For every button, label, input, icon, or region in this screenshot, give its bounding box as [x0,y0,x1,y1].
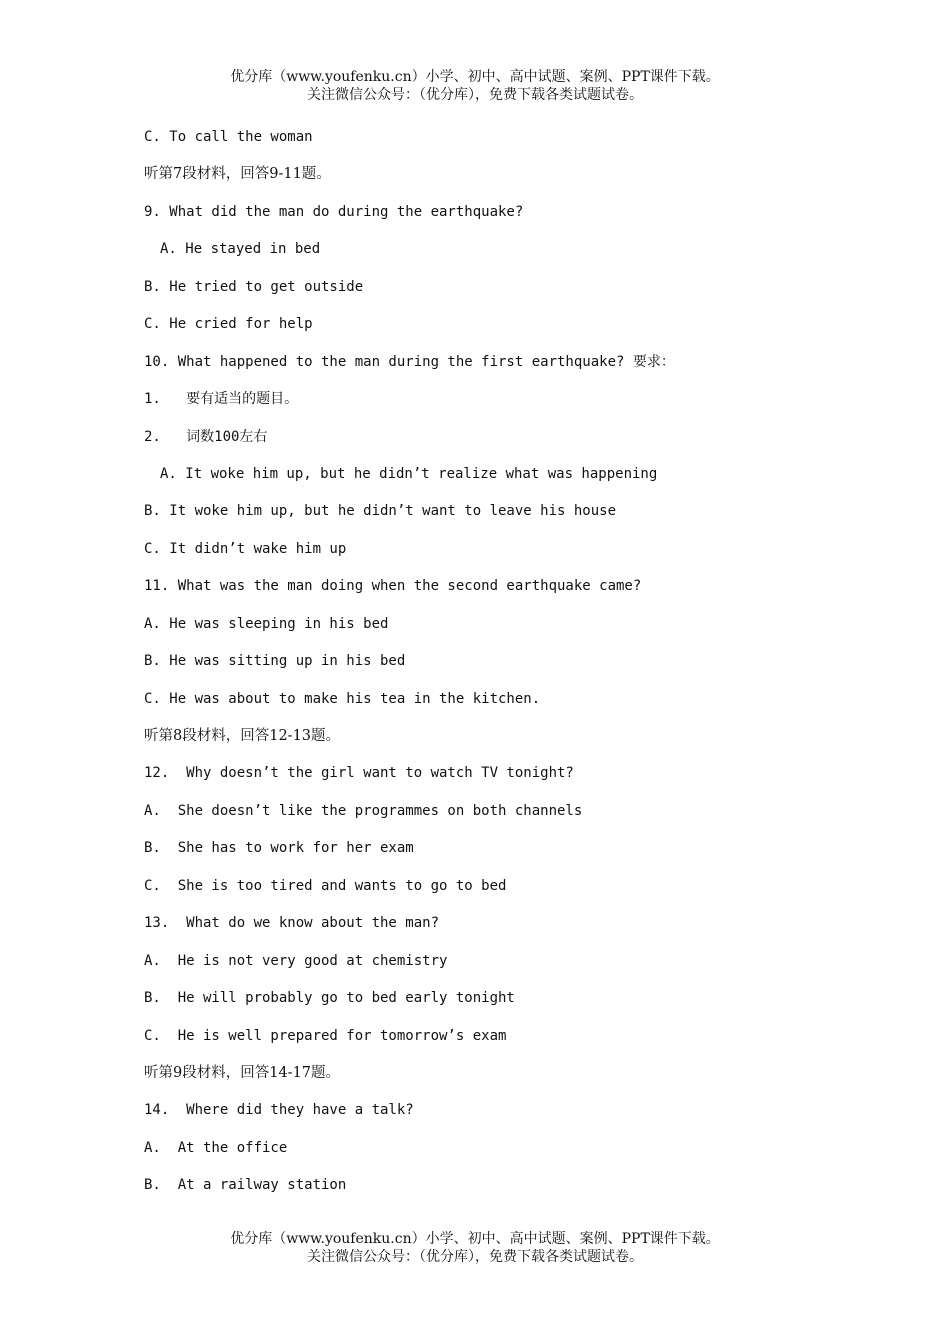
q12-option-a: A. She doesn’t like the programmes on both channels [144,802,583,819]
q10-option-b: B. It woke him up, but he didn’t want to leave his house [144,503,617,520]
q12-option-c: C. She is too tired and wants to go to bed [144,877,507,894]
section-7-heading: 听第7段材料，回答9-11题。 [144,166,331,183]
option-c-call-woman: C. To call the woman [144,129,313,145]
q9-option-c: C. He cried for help [144,316,313,333]
requirement-1: 1. 要有适当的题目。 [144,391,299,408]
q13-option-a: A. He is not very good at chemistry [144,952,448,969]
q10-option-a: A. It woke him up, but he didn’t realize what was happening [160,465,658,482]
section-8-heading: 听第8段材料，回答12-13题。 [144,728,341,744]
q9-option-b: B. He tried to get outside [144,278,364,295]
question-13: 13. What do we know about the man? [144,915,440,932]
q13-option-b: B. He will probably go to bed early tonight [144,990,515,1007]
document-body [144,126,824,1212]
footer-line-2: 关注微信公众号：（优分库），免费下载各类试题试卷。 [307,1249,643,1265]
page-header [0,68,950,104]
question-10: 10. What happened to the man during the first earthquake? 要求： [144,353,675,370]
header-line-2: 关注微信公众号：（优分库），免费下载各类试题试卷。 [307,87,643,103]
q11-option-a: A. He was sleeping in his bed [144,615,389,632]
requirement-2: 2. 词数100左右 [144,428,268,445]
q13-option-c: C. He is well prepared for tomorrow’s exam [144,1027,507,1044]
q11-option-b: B. He was sitting up in his bed [144,653,406,670]
q11-option-c: C. He was about to make his tea in the kitchen. [144,690,541,707]
page-footer [0,1230,950,1266]
section-9-heading: 听第9段材料，回答14-17题。 [144,1064,341,1081]
q14-option-b: B. At a railway station [144,1177,347,1194]
question-9: 9. What did the man do during the earthquake? [144,203,524,220]
question-14: 14. Where did they have a talk? [144,1102,414,1119]
footer-line-1: 优分库（www.youfenku.cn）小学、初中、高中试题、案例、PPT课件下载。 [230,1231,720,1247]
question-12: 12. Why doesn’t the girl want to watch TV tonight? [144,765,574,782]
q10-option-c: C. It didn’t wake him up [144,540,347,557]
q9-option-a: A. He stayed in bed [160,241,321,258]
question-11: 11. What was the man doing when the second earthquake came? [144,578,642,595]
q12-option-b: B. She has to work for her exam [144,840,414,857]
header-line-1: 优分库（www.youfenku.cn）小学、初中、高中试题、案例、PPT课件下载。 [230,69,720,85]
q14-option-a: A. At the office [144,1139,288,1156]
